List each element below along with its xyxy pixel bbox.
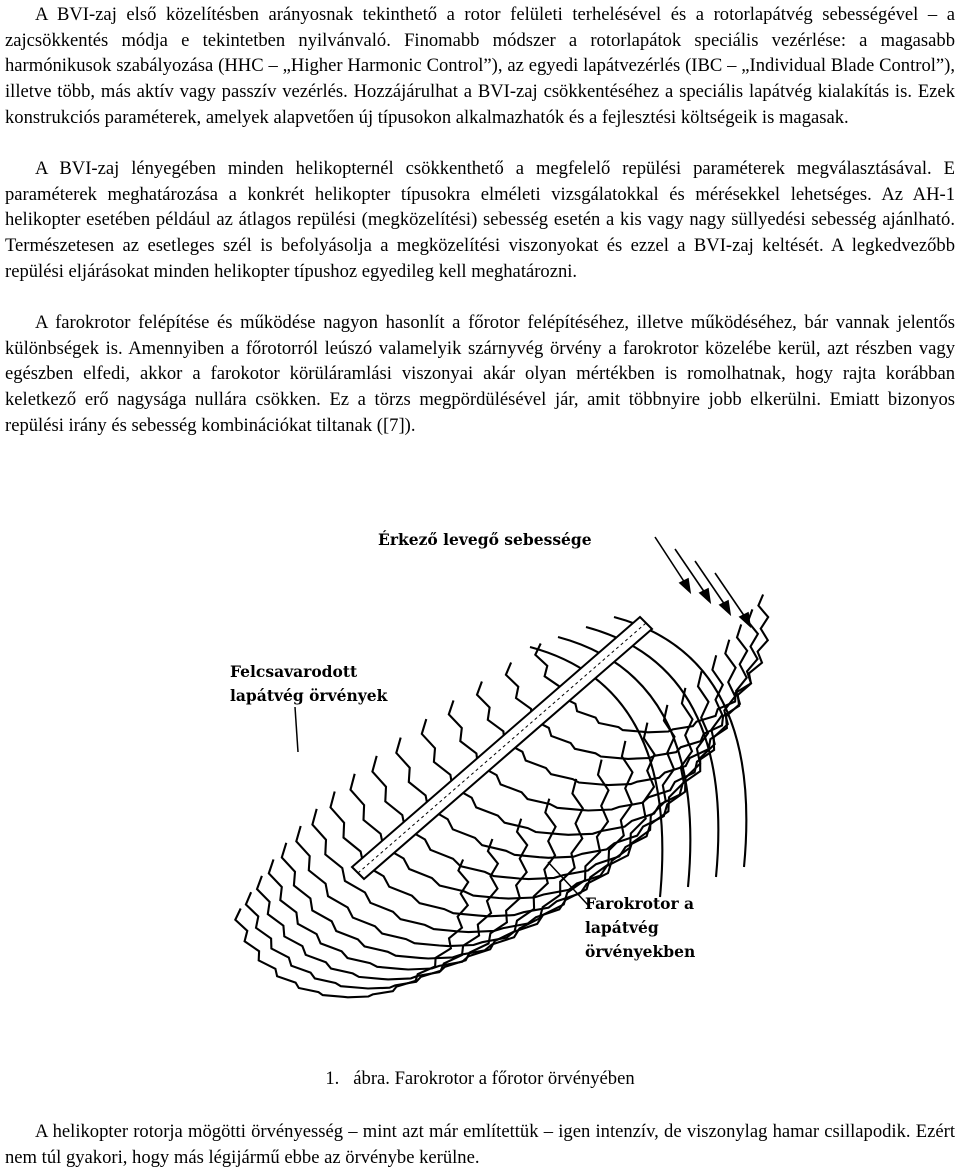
paragraph-wake-turbulence: A helikopter rotorja mögötti örvényesség – mint azt már említettük – igen intenzív, de viszonylag hamar csillapodik. Ezért nem túl gyakori, hogy más légijármű ebbe az örvénybe kerülne. bbox=[5, 1121, 955, 1168]
caption-number: 1. bbox=[325, 1068, 340, 1089]
label-incoming-air-speed: Érkező levegő sebessége bbox=[378, 530, 592, 549]
paragraph-flight-parameters: A BVI-zaj lényegében minden helikopternél csökkenthető a megfelelő repülési paraméterek megválasztásával. E paraméterek meghatározása a konkrét helikopter típusokra elméleti vizsgálatokkal és mérésekkel lehetséges. Az AH-1 helikopter esetében például az átlagos repülési (megközelítési) sebesség esetén a kis vagy nagy süllyedési sebesség ajánlható. Természetesen az esetleges szél is befolyásolja a megközelítési viszonyokat és ezzel a BVI-zaj keltését. A legkedvezőbb repülési eljárásokat minden helikopter típushoz egyedileg kell meghatározni. bbox=[5, 158, 955, 282]
label-vortices-line1: Felcsavarodott bbox=[230, 662, 358, 681]
label-tail-rotor-line2: lapátvég bbox=[585, 918, 659, 937]
figure-caption bbox=[0, 1066, 960, 1091]
label-vortices-line2: lapátvég örvények bbox=[230, 686, 388, 705]
paragraph-tail-rotor: A farokrotor felépítése és működése nagyon hasonlít a főrotor felépítéséhez, illetve működéséhez, bár vannak jelentős különbségek is. Amennyiben a főrotorról leúszó valamelyik szárnyvég örvény a farokrotor közelébe kerül, azt részben vagy egészben elfedi, akkor a farokotor körüláramlási viszonyai akár olyan mértékben is romolhatnak, hogy rajta korábban keletkező erő nagysága nullára csökken. Ez a törzs megpördülésével jár, amit többnyire jobb elkerülni. Emiatt bizonyos repülési irány és sebesség kombinációkat tiltanak ([7]). bbox=[5, 312, 955, 436]
paragraph-bvi-noise-reduction: A BVI-zaj első közelítésben arányosnak tekinthető a rotor felületi terhelésével és a rotorlapátvég sebességével – a zajcsökkentés módja e tekintetben nyilvánvaló. Finomabb módszer a rotorlapátok speciális vezérlése: a magasabb harmónikusok szabályozása (HHC – „Higher Harmonic Control”), az egyedi lapátvezérlés (IBC – „Individual Blade Control”), illetve több, más aktív vagy passzív vezérlés. Hozzájárulhat a BVI-zaj csökkentéséhez a speciális lapátvég kialakítás is. Ezek konstrukciós paraméterek, amelyek alapvetően új típusokon alkalmazhatók és a fejlesztési költségeik is magasak. bbox=[5, 4, 955, 128]
figure-tail-rotor-in-vortex bbox=[200, 497, 782, 1057]
caption-text: ábra. Farokrotor a főrotor örvényében bbox=[353, 1068, 635, 1089]
label-tail-rotor-line3: örvényekben bbox=[585, 942, 696, 961]
label-tail-rotor-line1: Farokrotor a bbox=[585, 894, 695, 913]
vortex-illustration bbox=[200, 497, 782, 1057]
